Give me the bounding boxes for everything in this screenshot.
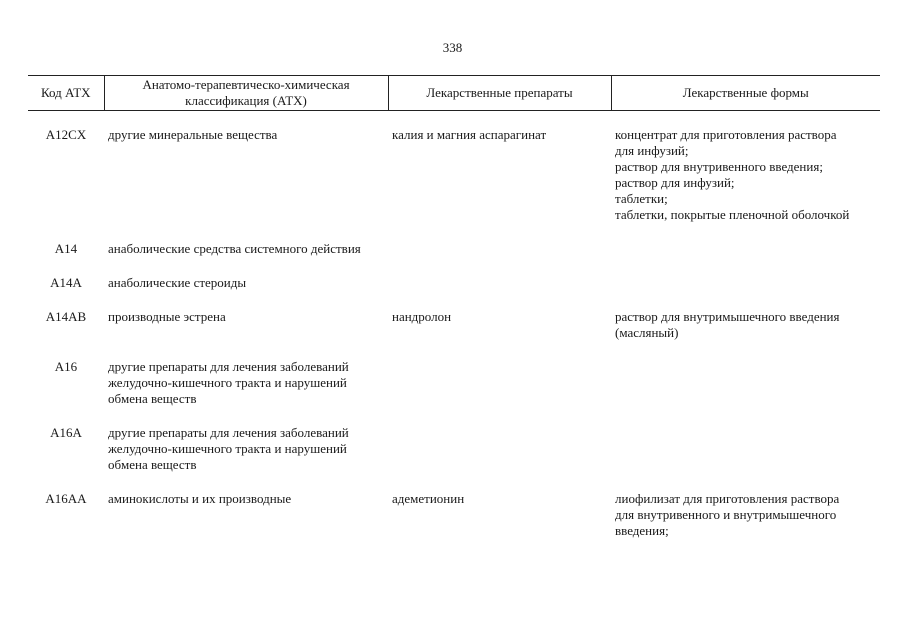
dosage-form-line: для внутривенного и внутримышечного xyxy=(615,507,837,522)
atx-classification: другие препараты для лечения заболеваний желудочно-кишечного тракта и нарушений обмена веществ xyxy=(108,425,349,472)
atx-code: A14AB xyxy=(45,309,87,324)
table-row xyxy=(28,425,880,491)
dosage-forms xyxy=(611,309,880,359)
header-code: Код АТХ xyxy=(28,76,104,111)
dosage-form-line: концентрат для приготовления раствора xyxy=(615,127,837,142)
table-row xyxy=(28,275,880,309)
atx-classification: анаболические стероиды xyxy=(108,275,247,290)
header-forms: Лекарственные формы xyxy=(611,76,880,111)
atx-classification: анаболические средства системного действия xyxy=(108,241,361,256)
table-row xyxy=(28,127,880,241)
atx-code: A16A xyxy=(50,425,82,440)
dosage-form-line: раствор для инфузий; xyxy=(615,175,735,190)
dosage-forms xyxy=(611,275,880,309)
atx-code: A14 xyxy=(54,241,78,256)
dosage-form-line: таблетки, покрытые пленочной оболочкой xyxy=(615,207,850,222)
dosage-form-line: раствор для внутривенного введения; xyxy=(615,159,823,174)
dosage-form-line: лиофилизат для приготовления раствора xyxy=(615,491,840,506)
atx-code: A16AA xyxy=(45,491,87,506)
header-classification: Анатомо-терапевтическо-химическая классификация (АТХ) xyxy=(104,76,388,111)
atx-code: A16 xyxy=(54,359,78,374)
dosage-forms xyxy=(611,127,880,241)
dosage-forms xyxy=(611,491,880,539)
table-row xyxy=(28,309,880,359)
atx-classification: другие минеральные вещества xyxy=(108,127,278,142)
table-header-row xyxy=(28,76,880,111)
dosage-form-line: введения; xyxy=(615,523,669,538)
dosage-form-line: таблетки; xyxy=(615,191,668,206)
header-spacer xyxy=(28,111,880,128)
atx-table xyxy=(28,75,880,539)
table-row xyxy=(28,359,880,425)
atx-classification: другие препараты для лечения заболеваний желудочно-кишечного тракта и нарушений обмена веществ xyxy=(108,359,349,406)
drug-name xyxy=(388,359,611,425)
atx-code: A12CX xyxy=(45,127,87,142)
drug-name xyxy=(388,275,611,309)
drug-name: калия и магния аспарагинат xyxy=(392,127,547,142)
dosage-form-line: раствор для внутримышечного введения xyxy=(615,309,840,324)
drug-name: нандролон xyxy=(392,309,452,324)
dosage-forms xyxy=(611,425,880,491)
atx-classification: производные эстрена xyxy=(108,309,226,324)
drug-name xyxy=(388,241,611,275)
dosage-forms xyxy=(611,241,880,275)
header-drugs: Лекарственные препараты xyxy=(388,76,611,111)
drug-name: адеметионин xyxy=(392,491,465,506)
dosage-form-line: (масляный) xyxy=(615,325,679,340)
atx-classification: аминокислоты и их производные xyxy=(108,491,292,506)
table-row xyxy=(28,241,880,275)
table-row xyxy=(28,491,880,539)
dosage-form-line: для инфузий; xyxy=(615,143,689,158)
drug-name xyxy=(388,425,611,491)
page-number: 338 xyxy=(442,40,463,55)
dosage-forms xyxy=(611,359,880,425)
atx-code: A14A xyxy=(50,275,82,290)
